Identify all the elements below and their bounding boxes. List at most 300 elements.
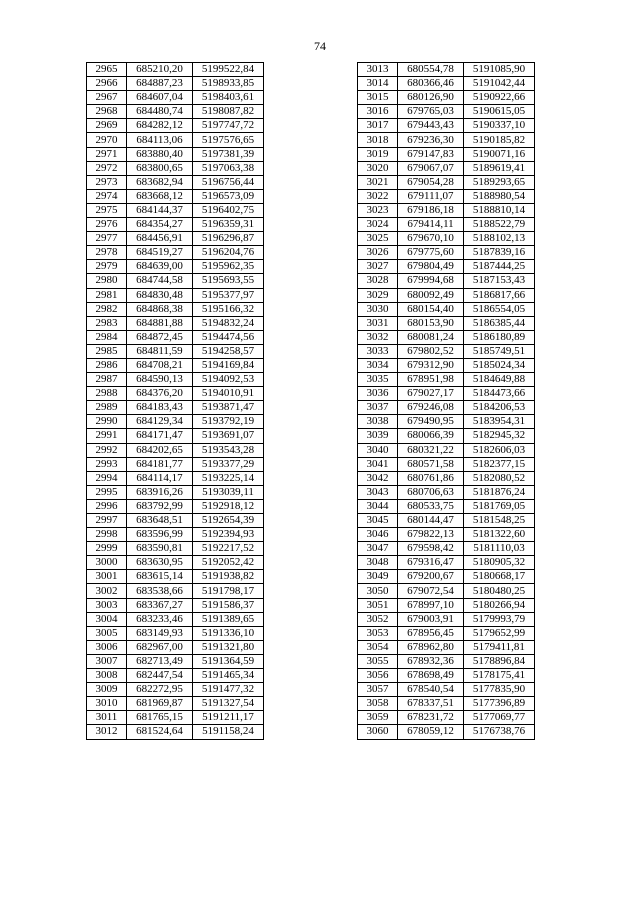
x-coordinate-cell: 684872,45 bbox=[127, 330, 193, 344]
point-number-cell: 3032 bbox=[358, 330, 398, 344]
x-coordinate-cell: 678951,98 bbox=[398, 373, 464, 387]
x-coordinate-cell: 679804,49 bbox=[398, 260, 464, 274]
table-row bbox=[87, 232, 264, 246]
table-row bbox=[87, 570, 264, 584]
y-coordinate-cell: 5182945,32 bbox=[464, 429, 535, 443]
point-number-cell: 3020 bbox=[358, 161, 398, 175]
point-number-cell: 3002 bbox=[87, 584, 127, 598]
x-coordinate-cell: 680081,24 bbox=[398, 330, 464, 344]
coordinates-table-right bbox=[357, 62, 535, 740]
point-number-cell: 2990 bbox=[87, 415, 127, 429]
point-number-cell: 3001 bbox=[87, 570, 127, 584]
table-row bbox=[87, 683, 264, 697]
table-row bbox=[358, 302, 535, 316]
y-coordinate-cell: 5188980,54 bbox=[464, 189, 535, 203]
point-number-cell: 2973 bbox=[87, 175, 127, 189]
table-row bbox=[358, 232, 535, 246]
x-coordinate-cell: 680126,90 bbox=[398, 91, 464, 105]
x-coordinate-cell: 683538,66 bbox=[127, 584, 193, 598]
y-coordinate-cell: 5192394,93 bbox=[193, 528, 264, 542]
y-coordinate-cell: 5181876,24 bbox=[464, 485, 535, 499]
x-coordinate-cell: 678698,49 bbox=[398, 669, 464, 683]
table-row bbox=[87, 119, 264, 133]
point-number-cell: 2969 bbox=[87, 119, 127, 133]
table-row bbox=[87, 133, 264, 147]
table-row bbox=[87, 556, 264, 570]
y-coordinate-cell: 5181548,25 bbox=[464, 514, 535, 528]
y-coordinate-cell: 5191364,59 bbox=[193, 654, 264, 668]
y-coordinate-cell: 5196359,31 bbox=[193, 218, 264, 232]
x-coordinate-cell: 679414,11 bbox=[398, 218, 464, 232]
x-coordinate-cell: 683880,40 bbox=[127, 147, 193, 161]
y-coordinate-cell: 5179652,99 bbox=[464, 626, 535, 640]
y-coordinate-cell: 5176738,76 bbox=[464, 725, 535, 739]
x-coordinate-cell: 682713,49 bbox=[127, 654, 193, 668]
table-row bbox=[87, 471, 264, 485]
point-number-cell: 3045 bbox=[358, 514, 398, 528]
table-row bbox=[358, 514, 535, 528]
x-coordinate-cell: 683367,27 bbox=[127, 598, 193, 612]
point-number-cell: 2991 bbox=[87, 429, 127, 443]
point-number-cell: 3015 bbox=[358, 91, 398, 105]
x-coordinate-cell: 684708,21 bbox=[127, 358, 193, 372]
y-coordinate-cell: 5198403,61 bbox=[193, 91, 264, 105]
x-coordinate-cell: 685210,20 bbox=[127, 63, 193, 77]
x-coordinate-cell: 681969,87 bbox=[127, 697, 193, 711]
y-coordinate-cell: 5198087,82 bbox=[193, 105, 264, 119]
table-row bbox=[358, 570, 535, 584]
point-number-cell: 3013 bbox=[358, 63, 398, 77]
x-coordinate-cell: 678540,54 bbox=[398, 683, 464, 697]
y-coordinate-cell: 5196573,09 bbox=[193, 189, 264, 203]
table-row bbox=[358, 542, 535, 556]
table-row bbox=[87, 218, 264, 232]
point-number-cell: 3052 bbox=[358, 612, 398, 626]
y-coordinate-cell: 5192654,39 bbox=[193, 514, 264, 528]
table-row bbox=[358, 415, 535, 429]
x-coordinate-cell: 683800,65 bbox=[127, 161, 193, 175]
point-number-cell: 3010 bbox=[87, 697, 127, 711]
y-coordinate-cell: 5187839,16 bbox=[464, 246, 535, 260]
y-coordinate-cell: 5186385,44 bbox=[464, 316, 535, 330]
y-coordinate-cell: 5177835,90 bbox=[464, 683, 535, 697]
table-row bbox=[87, 260, 264, 274]
table-row bbox=[358, 683, 535, 697]
point-number-cell: 3004 bbox=[87, 612, 127, 626]
point-number-cell: 3029 bbox=[358, 288, 398, 302]
table-row bbox=[358, 330, 535, 344]
y-coordinate-cell: 5191465,34 bbox=[193, 669, 264, 683]
table-row bbox=[87, 415, 264, 429]
x-coordinate-cell: 680321,22 bbox=[398, 443, 464, 457]
table-row bbox=[358, 147, 535, 161]
y-coordinate-cell: 5188102,13 bbox=[464, 232, 535, 246]
point-number-cell: 3046 bbox=[358, 528, 398, 542]
table-row bbox=[87, 499, 264, 513]
point-number-cell: 2993 bbox=[87, 457, 127, 471]
x-coordinate-cell: 679822,13 bbox=[398, 528, 464, 542]
coordinates-table-left bbox=[86, 62, 264, 740]
point-number-cell: 2999 bbox=[87, 542, 127, 556]
point-number-cell: 3053 bbox=[358, 626, 398, 640]
point-number-cell: 3047 bbox=[358, 542, 398, 556]
x-coordinate-cell: 684376,20 bbox=[127, 387, 193, 401]
y-coordinate-cell: 5195962,35 bbox=[193, 260, 264, 274]
point-number-cell: 2970 bbox=[87, 133, 127, 147]
y-coordinate-cell: 5185749,51 bbox=[464, 344, 535, 358]
x-coordinate-cell: 684639,00 bbox=[127, 260, 193, 274]
x-coordinate-cell: 679186,18 bbox=[398, 203, 464, 217]
table-row bbox=[358, 218, 535, 232]
y-coordinate-cell: 5194258,57 bbox=[193, 344, 264, 358]
point-number-cell: 3009 bbox=[87, 683, 127, 697]
point-number-cell: 2971 bbox=[87, 147, 127, 161]
point-number-cell: 2974 bbox=[87, 189, 127, 203]
y-coordinate-cell: 5185024,34 bbox=[464, 358, 535, 372]
point-number-cell: 2965 bbox=[87, 63, 127, 77]
y-coordinate-cell: 5187444,25 bbox=[464, 260, 535, 274]
table-row bbox=[87, 63, 264, 77]
y-coordinate-cell: 5180905,32 bbox=[464, 556, 535, 570]
x-coordinate-cell: 683682,94 bbox=[127, 175, 193, 189]
point-number-cell: 3038 bbox=[358, 415, 398, 429]
point-number-cell: 2975 bbox=[87, 203, 127, 217]
y-coordinate-cell: 5191938,82 bbox=[193, 570, 264, 584]
y-coordinate-cell: 5193377,29 bbox=[193, 457, 264, 471]
table-row bbox=[87, 711, 264, 725]
x-coordinate-cell: 684183,43 bbox=[127, 401, 193, 415]
table-row bbox=[87, 640, 264, 654]
table-row bbox=[358, 175, 535, 189]
point-number-cell: 3014 bbox=[358, 77, 398, 91]
point-number-cell: 3035 bbox=[358, 373, 398, 387]
point-number-cell: 3033 bbox=[358, 344, 398, 358]
point-number-cell: 3048 bbox=[358, 556, 398, 570]
x-coordinate-cell: 683590,81 bbox=[127, 542, 193, 556]
point-number-cell: 3059 bbox=[358, 711, 398, 725]
x-coordinate-cell: 680571,58 bbox=[398, 457, 464, 471]
point-number-cell: 2967 bbox=[87, 91, 127, 105]
x-coordinate-cell: 684868,38 bbox=[127, 302, 193, 316]
table-row bbox=[358, 499, 535, 513]
table-row bbox=[87, 147, 264, 161]
table-row bbox=[358, 105, 535, 119]
table-row bbox=[358, 161, 535, 175]
table-row bbox=[87, 429, 264, 443]
point-number-cell: 2989 bbox=[87, 401, 127, 415]
table-row bbox=[87, 105, 264, 119]
point-number-cell: 3023 bbox=[358, 203, 398, 217]
y-coordinate-cell: 5179411,81 bbox=[464, 640, 535, 654]
point-number-cell: 2996 bbox=[87, 499, 127, 513]
x-coordinate-cell: 679246,08 bbox=[398, 401, 464, 415]
y-coordinate-cell: 5191327,54 bbox=[193, 697, 264, 711]
x-coordinate-cell: 679765,03 bbox=[398, 105, 464, 119]
table-row bbox=[358, 556, 535, 570]
y-coordinate-cell: 5193691,07 bbox=[193, 429, 264, 443]
point-number-cell: 3007 bbox=[87, 654, 127, 668]
table-row bbox=[87, 344, 264, 358]
point-number-cell: 3008 bbox=[87, 669, 127, 683]
x-coordinate-cell: 679147,83 bbox=[398, 147, 464, 161]
table-row bbox=[358, 274, 535, 288]
x-coordinate-cell: 684113,06 bbox=[127, 133, 193, 147]
y-coordinate-cell: 5190337,10 bbox=[464, 119, 535, 133]
y-coordinate-cell: 5180266,94 bbox=[464, 598, 535, 612]
y-coordinate-cell: 5199522,84 bbox=[193, 63, 264, 77]
x-coordinate-cell: 684811,59 bbox=[127, 344, 193, 358]
x-coordinate-cell: 679443,43 bbox=[398, 119, 464, 133]
point-number-cell: 3000 bbox=[87, 556, 127, 570]
x-coordinate-cell: 680366,46 bbox=[398, 77, 464, 91]
y-coordinate-cell: 5194010,91 bbox=[193, 387, 264, 401]
point-number-cell: 2968 bbox=[87, 105, 127, 119]
x-coordinate-cell: 684519,27 bbox=[127, 246, 193, 260]
x-coordinate-cell: 678932,36 bbox=[398, 654, 464, 668]
y-coordinate-cell: 5196402,75 bbox=[193, 203, 264, 217]
point-number-cell: 3030 bbox=[358, 302, 398, 316]
x-coordinate-cell: 684744,58 bbox=[127, 274, 193, 288]
x-coordinate-cell: 680154,40 bbox=[398, 302, 464, 316]
table-row bbox=[358, 725, 535, 739]
table-row bbox=[87, 401, 264, 415]
x-coordinate-cell: 683668,12 bbox=[127, 189, 193, 203]
point-number-cell: 3051 bbox=[358, 598, 398, 612]
point-number-cell: 3034 bbox=[358, 358, 398, 372]
table-row bbox=[358, 189, 535, 203]
y-coordinate-cell: 5188522,79 bbox=[464, 218, 535, 232]
x-coordinate-cell: 678337,51 bbox=[398, 697, 464, 711]
table-row bbox=[358, 443, 535, 457]
y-coordinate-cell: 5181110,03 bbox=[464, 542, 535, 556]
table-row bbox=[358, 584, 535, 598]
y-coordinate-cell: 5198933,85 bbox=[193, 77, 264, 91]
y-coordinate-cell: 5179993,79 bbox=[464, 612, 535, 626]
x-coordinate-cell: 684456,91 bbox=[127, 232, 193, 246]
point-number-cell: 3012 bbox=[87, 725, 127, 739]
x-coordinate-cell: 684144,37 bbox=[127, 203, 193, 217]
point-number-cell: 3041 bbox=[358, 457, 398, 471]
y-coordinate-cell: 5186180,89 bbox=[464, 330, 535, 344]
table-row bbox=[87, 542, 264, 556]
x-coordinate-cell: 684590,13 bbox=[127, 373, 193, 387]
y-coordinate-cell: 5177396,89 bbox=[464, 697, 535, 711]
x-coordinate-cell: 684354,27 bbox=[127, 218, 193, 232]
x-coordinate-cell: 682967,00 bbox=[127, 640, 193, 654]
point-number-cell: 3050 bbox=[358, 584, 398, 598]
x-coordinate-cell: 684171,47 bbox=[127, 429, 193, 443]
x-coordinate-cell: 684887,23 bbox=[127, 77, 193, 91]
x-coordinate-cell: 680554,78 bbox=[398, 63, 464, 77]
table-row bbox=[87, 246, 264, 260]
x-coordinate-cell: 683149,93 bbox=[127, 626, 193, 640]
y-coordinate-cell: 5195693,55 bbox=[193, 274, 264, 288]
y-coordinate-cell: 5181769,05 bbox=[464, 499, 535, 513]
y-coordinate-cell: 5192052,42 bbox=[193, 556, 264, 570]
x-coordinate-cell: 684114,17 bbox=[127, 471, 193, 485]
x-coordinate-cell: 678997,10 bbox=[398, 598, 464, 612]
point-number-cell: 3005 bbox=[87, 626, 127, 640]
x-coordinate-cell: 679072,54 bbox=[398, 584, 464, 598]
point-number-cell: 2978 bbox=[87, 246, 127, 260]
x-coordinate-cell: 679054,28 bbox=[398, 175, 464, 189]
x-coordinate-cell: 679312,90 bbox=[398, 358, 464, 372]
x-coordinate-cell: 679994,68 bbox=[398, 274, 464, 288]
table-row bbox=[87, 288, 264, 302]
y-coordinate-cell: 5194092,53 bbox=[193, 373, 264, 387]
table-row bbox=[358, 203, 535, 217]
y-coordinate-cell: 5178896,84 bbox=[464, 654, 535, 668]
table-row bbox=[358, 133, 535, 147]
y-coordinate-cell: 5193225,14 bbox=[193, 471, 264, 485]
point-number-cell: 3026 bbox=[358, 246, 398, 260]
table-row bbox=[358, 316, 535, 330]
table-row bbox=[358, 485, 535, 499]
point-number-cell: 3003 bbox=[87, 598, 127, 612]
x-coordinate-cell: 682447,54 bbox=[127, 669, 193, 683]
point-number-cell: 3049 bbox=[358, 570, 398, 584]
point-number-cell: 2985 bbox=[87, 344, 127, 358]
y-coordinate-cell: 5193543,28 bbox=[193, 443, 264, 457]
point-number-cell: 3006 bbox=[87, 640, 127, 654]
table-row bbox=[87, 91, 264, 105]
y-coordinate-cell: 5190071,16 bbox=[464, 147, 535, 161]
y-coordinate-cell: 5190185,82 bbox=[464, 133, 535, 147]
y-coordinate-cell: 5189619,41 bbox=[464, 161, 535, 175]
table-row bbox=[358, 626, 535, 640]
x-coordinate-cell: 683648,51 bbox=[127, 514, 193, 528]
x-coordinate-cell: 679490,95 bbox=[398, 415, 464, 429]
point-number-cell: 3037 bbox=[358, 401, 398, 415]
point-number-cell: 2986 bbox=[87, 358, 127, 372]
table-row bbox=[87, 598, 264, 612]
x-coordinate-cell: 679775,60 bbox=[398, 246, 464, 260]
table-row bbox=[87, 189, 264, 203]
x-coordinate-cell: 684830,48 bbox=[127, 288, 193, 302]
y-coordinate-cell: 5191158,24 bbox=[193, 725, 264, 739]
y-coordinate-cell: 5195166,32 bbox=[193, 302, 264, 316]
point-number-cell: 2983 bbox=[87, 316, 127, 330]
y-coordinate-cell: 5191321,80 bbox=[193, 640, 264, 654]
table-row bbox=[87, 584, 264, 598]
x-coordinate-cell: 679067,07 bbox=[398, 161, 464, 175]
table-row bbox=[358, 63, 535, 77]
y-coordinate-cell: 5186554,05 bbox=[464, 302, 535, 316]
x-coordinate-cell: 681524,64 bbox=[127, 725, 193, 739]
point-number-cell: 2992 bbox=[87, 443, 127, 457]
x-coordinate-cell: 682272,95 bbox=[127, 683, 193, 697]
x-coordinate-cell: 684480,74 bbox=[127, 105, 193, 119]
y-coordinate-cell: 5194474,56 bbox=[193, 330, 264, 344]
table-row bbox=[358, 640, 535, 654]
point-number-cell: 2987 bbox=[87, 373, 127, 387]
x-coordinate-cell: 678962,80 bbox=[398, 640, 464, 654]
point-number-cell: 3024 bbox=[358, 218, 398, 232]
y-coordinate-cell: 5189293,65 bbox=[464, 175, 535, 189]
point-number-cell: 2994 bbox=[87, 471, 127, 485]
x-coordinate-cell: 683630,95 bbox=[127, 556, 193, 570]
y-coordinate-cell: 5188810,14 bbox=[464, 203, 535, 217]
point-number-cell: 2998 bbox=[87, 528, 127, 542]
table-row bbox=[87, 669, 264, 683]
table-row bbox=[358, 612, 535, 626]
point-number-cell: 3042 bbox=[358, 471, 398, 485]
point-number-cell: 2980 bbox=[87, 274, 127, 288]
x-coordinate-cell: 679200,67 bbox=[398, 570, 464, 584]
table-row bbox=[358, 77, 535, 91]
table-row bbox=[358, 471, 535, 485]
table-row bbox=[87, 302, 264, 316]
table-row bbox=[87, 514, 264, 528]
y-coordinate-cell: 5190615,05 bbox=[464, 105, 535, 119]
x-coordinate-cell: 683233,46 bbox=[127, 612, 193, 626]
point-number-cell: 3056 bbox=[358, 669, 398, 683]
table-row bbox=[87, 175, 264, 189]
table-row bbox=[358, 91, 535, 105]
y-coordinate-cell: 5192217,52 bbox=[193, 542, 264, 556]
y-coordinate-cell: 5184206,53 bbox=[464, 401, 535, 415]
point-number-cell: 2977 bbox=[87, 232, 127, 246]
y-coordinate-cell: 5197747,72 bbox=[193, 119, 264, 133]
y-coordinate-cell: 5190922,66 bbox=[464, 91, 535, 105]
x-coordinate-cell: 678956,45 bbox=[398, 626, 464, 640]
table-row bbox=[358, 401, 535, 415]
x-coordinate-cell: 681765,15 bbox=[127, 711, 193, 725]
y-coordinate-cell: 5192918,12 bbox=[193, 499, 264, 513]
table-row bbox=[358, 429, 535, 443]
table-row bbox=[358, 528, 535, 542]
y-coordinate-cell: 5197063,38 bbox=[193, 161, 264, 175]
y-coordinate-cell: 5197576,65 bbox=[193, 133, 264, 147]
table-row bbox=[358, 358, 535, 372]
x-coordinate-cell: 683792,99 bbox=[127, 499, 193, 513]
y-coordinate-cell: 5194169,84 bbox=[193, 358, 264, 372]
point-number-cell: 3021 bbox=[358, 175, 398, 189]
table-row bbox=[358, 119, 535, 133]
point-number-cell: 2966 bbox=[87, 77, 127, 91]
point-number-cell: 3055 bbox=[358, 654, 398, 668]
point-number-cell: 3016 bbox=[358, 105, 398, 119]
point-number-cell: 2981 bbox=[87, 288, 127, 302]
y-coordinate-cell: 5196756,44 bbox=[193, 175, 264, 189]
y-coordinate-cell: 5191042,44 bbox=[464, 77, 535, 91]
y-coordinate-cell: 5196204,76 bbox=[193, 246, 264, 260]
point-number-cell: 2995 bbox=[87, 485, 127, 499]
table-row bbox=[87, 485, 264, 499]
y-coordinate-cell: 5181322,60 bbox=[464, 528, 535, 542]
table-row bbox=[87, 387, 264, 401]
table-row bbox=[87, 161, 264, 175]
point-number-cell: 3040 bbox=[358, 443, 398, 457]
point-number-cell: 3057 bbox=[358, 683, 398, 697]
y-coordinate-cell: 5183954,31 bbox=[464, 415, 535, 429]
y-coordinate-cell: 5186817,66 bbox=[464, 288, 535, 302]
x-coordinate-cell: 678231,72 bbox=[398, 711, 464, 725]
point-number-cell: 3027 bbox=[358, 260, 398, 274]
table-row bbox=[358, 288, 535, 302]
y-coordinate-cell: 5191336,10 bbox=[193, 626, 264, 640]
table-row bbox=[87, 274, 264, 288]
y-coordinate-cell: 5196296,87 bbox=[193, 232, 264, 246]
x-coordinate-cell: 679802,52 bbox=[398, 344, 464, 358]
point-number-cell: 3011 bbox=[87, 711, 127, 725]
table-row bbox=[87, 457, 264, 471]
point-number-cell: 2979 bbox=[87, 260, 127, 274]
point-number-cell: 2972 bbox=[87, 161, 127, 175]
y-coordinate-cell: 5187153,43 bbox=[464, 274, 535, 288]
x-coordinate-cell: 679670,10 bbox=[398, 232, 464, 246]
x-coordinate-cell: 679598,42 bbox=[398, 542, 464, 556]
